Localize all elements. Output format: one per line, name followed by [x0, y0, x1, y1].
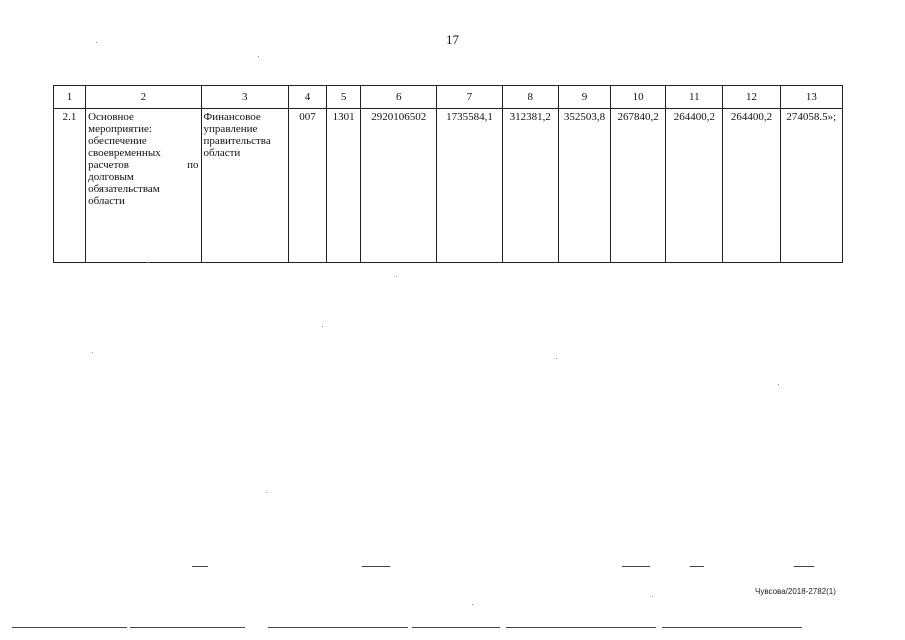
amount-cell: 267840,2 [611, 109, 666, 263]
amount-cell: 352503,8 [558, 109, 610, 263]
amount-cell: 274058.5»; [780, 109, 842, 263]
scan-artifact-line [622, 566, 650, 567]
amount-cell: 1735584,1 [437, 109, 502, 263]
scan-dust [472, 604, 473, 605]
scan-dust [396, 276, 397, 277]
table-row [54, 109, 843, 263]
scan-artifact-line [794, 566, 814, 567]
header-cell: 9 [558, 86, 610, 109]
scan-artifact-line [362, 566, 390, 567]
scan-artifact-line [662, 627, 802, 628]
header-cell: 4 [288, 86, 326, 109]
scan-dust [92, 352, 93, 353]
budget-table [53, 85, 843, 263]
scan-dust [778, 384, 779, 385]
scan-dust [556, 358, 557, 359]
scan-dust [322, 326, 323, 327]
activity-name-word: по [187, 159, 199, 171]
activity-name-line: области [88, 195, 125, 207]
header-cell: 10 [611, 86, 666, 109]
activity-name-justified-line [88, 159, 198, 171]
header-cell: 13 [780, 86, 842, 109]
activity-name-line: обеспечение [88, 135, 147, 147]
target-article-cell: 2920106502 [361, 109, 437, 263]
scan-artifact-line [130, 627, 245, 628]
scan-artifact-line [506, 627, 656, 628]
header-cell: 5 [327, 86, 361, 109]
activity-name-line: своевременных [88, 147, 161, 159]
header-cell: 11 [666, 86, 723, 109]
scan-dust [652, 596, 653, 597]
executor-line: управление [203, 123, 258, 135]
header-cell: 1 [54, 86, 86, 109]
amount-cell: 264400,2 [666, 109, 723, 263]
activity-name-cell [86, 109, 201, 263]
executor-line: правительства [203, 135, 271, 147]
header-cell: 12 [723, 86, 780, 109]
scan-artifact-line [412, 627, 500, 628]
scan-dust [266, 492, 267, 493]
executor-line: Финансовое [203, 111, 261, 123]
header-cell: 2 [86, 86, 201, 109]
amount-cell: 312381,2 [502, 109, 558, 263]
activity-name-word: расчетов [88, 159, 129, 171]
section-code-cell: 1301 [327, 109, 361, 263]
scan-artifact-line [690, 566, 704, 567]
header-cell: 8 [502, 86, 558, 109]
header-cell: 7 [437, 86, 502, 109]
row-number-cell: 2.1 [54, 109, 86, 263]
activity-name-line: обязательствам [88, 183, 160, 195]
activity-name-line: Основное [88, 111, 134, 123]
header-cell: 6 [361, 86, 437, 109]
amount-cell: 264400,2 [723, 109, 780, 263]
header-row [54, 86, 843, 109]
activity-name-line: долговым [88, 171, 134, 183]
scan-dust [258, 56, 259, 57]
scan-artifact-line [268, 627, 408, 628]
scan-artifact-line [12, 627, 127, 628]
header-cell: 3 [201, 86, 288, 109]
executor-cell [201, 109, 288, 263]
activity-name-line: мероприятие: [88, 123, 152, 135]
document-code: Чувсова/2018-2782(1) [755, 587, 836, 596]
executor-line: области [203, 147, 241, 159]
code-cell: 007 [288, 109, 326, 263]
scan-dust [96, 42, 97, 43]
page-number: 17 [446, 32, 459, 47]
scan-artifact-line [192, 566, 208, 567]
scan-dust [148, 262, 149, 263]
